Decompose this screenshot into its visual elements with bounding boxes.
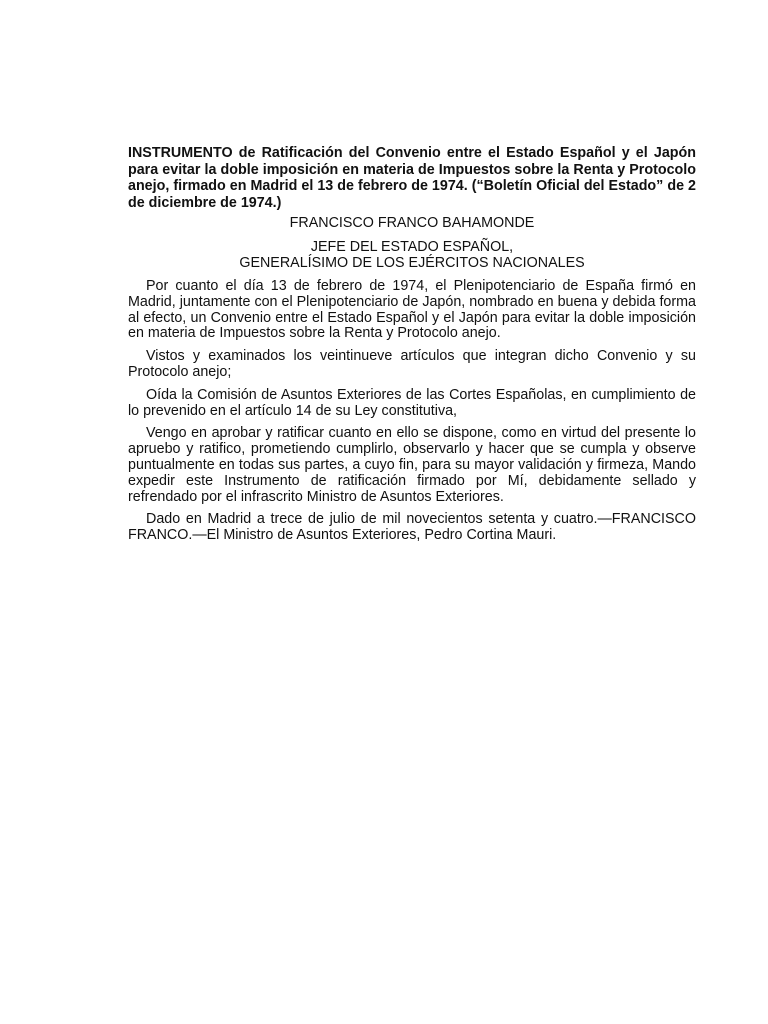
office-line-1: JEFE DEL ESTADO ESPAÑOL,: [310, 239, 514, 255]
author-name: FRANCISCO FRANCO BAHAMONDE: [289, 215, 535, 231]
office-block: [128, 239, 696, 271]
document-page: [128, 145, 696, 551]
paragraph-2: Vistos y examinados los veintinueve artículos que integran dicho Convenio y su Protocolo anejo;: [128, 348, 696, 380]
office-line-2: GENERALÍSIMO DE LOS EJÉRCITOS NACIONALES: [239, 255, 585, 271]
paragraph-5: Dado en Madrid a trece de julio de mil novecientos setenta y cuatro.—FRANCISCO FRANCO.—El Ministro de Asuntos Exteriores, Pedro Cortina Mauri.: [128, 511, 696, 544]
paragraph-4: Vengo en aprobar y ratificar cuanto en ello se dispone, como en virtud del presente lo apruebo y ratifico, prometiendo cumplirlo, observarlo y hacer que se cumpla y observe puntualmente en todas sus partes, a cuyo fin, para su mayor validación y firmeza, Mando expedir este Instrumento de ratificación firmado por Mí, debidamente sellado y refrendado por el infrascrito Ministro de Asuntos Exteriores.: [128, 425, 696, 505]
paragraph-1: Por cuanto el día 13 de febrero de 1974, el Plenipotenciario de España firmó en Madrid, juntamente con el Plenipotenciario de Japón, nombrado en buena y debida forma al efecto, un Convenio entre el Estado Español y el Japón para evitar la doble imposición en materia de Impuestos sobre la Renta y Protocolo anejo.: [128, 278, 696, 342]
document-title: INSTRUMENTO de Ratificación del Convenio entre el Estado Español y el Japón para evitar la doble imposición en materia de Impuestos sobre la Renta y Protocolo anejo, firmado en Madrid el 13 de febrero de 1974. (“Boletín Oficial del Estado” de 2 de diciembre de 1974.): [128, 145, 696, 211]
paragraph-3: Oída la Comisión de Asuntos Exteriores de las Cortes Españolas, en cumplimiento de lo prevenido en el artículo 14 de su Ley constitutiva,: [128, 386, 696, 419]
